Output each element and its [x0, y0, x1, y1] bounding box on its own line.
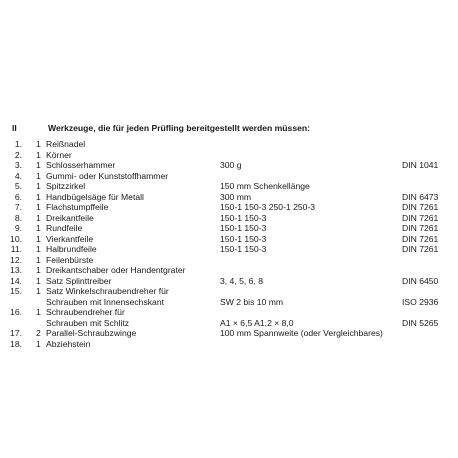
- item-spec: 100 mm Spannweite (oder Vergleichbares): [220, 328, 383, 338]
- item-spec: A1 × 6,5 A1,2 × 8,0: [220, 317, 294, 328]
- item-name: Reißnadel: [46, 139, 86, 149]
- item-quantity: 1: [36, 223, 41, 233]
- item-standard: DIN 6450: [402, 275, 439, 286]
- list-item: [0, 203, 458, 214]
- item-quantity: 1: [36, 307, 41, 317]
- item-standard: DIN 6473: [402, 191, 439, 202]
- item-quantity: 1: [36, 338, 41, 349]
- list-item: [0, 340, 458, 351]
- item-quantity: 1: [36, 233, 41, 244]
- item-number: 5.: [14, 181, 22, 191]
- item-name: Satz Winkelschraubendreher für: [46, 286, 169, 296]
- item-quantity: 1: [36, 181, 41, 191]
- item-spec: 150-1 150-3: [220, 212, 267, 223]
- item-number: 8.: [14, 212, 22, 223]
- item-quantity: 1: [36, 244, 41, 254]
- item-spec: 150 mm Schenkellänge: [220, 181, 310, 191]
- item-name: Dreikantfeile: [46, 212, 94, 223]
- item-name: Handbügelsäge für Metall: [46, 191, 144, 202]
- item-name: Schrauben mit Innensechskant: [46, 296, 164, 307]
- item-number: 2.: [14, 149, 22, 160]
- item-name: Körner: [46, 149, 72, 160]
- list-item: [0, 329, 458, 340]
- item-name: Schlosserhammer: [46, 160, 116, 170]
- item-name: Parallel-Schraubzwinge: [46, 328, 137, 338]
- list-item: [0, 308, 458, 319]
- item-number: 1.: [14, 139, 22, 149]
- item-quantity: 1: [36, 191, 41, 202]
- item-name: Vierkantfeile: [46, 233, 94, 244]
- item-number: 16.: [10, 307, 22, 317]
- item-spec: 300 g: [220, 160, 242, 170]
- item-name: Gummi- oder Kunststoffhammer: [46, 170, 169, 181]
- item-standard: DIN 7261: [402, 212, 439, 223]
- item-number: 18.: [10, 338, 22, 349]
- list-item: [0, 140, 458, 151]
- item-name: Schrauben mit Schlitz: [46, 317, 130, 328]
- item-name: Flachstumpffeile: [46, 202, 109, 212]
- item-quantity: 2: [36, 328, 41, 338]
- item-quantity: 1: [36, 139, 41, 149]
- item-quantity: 1: [36, 149, 41, 160]
- item-name: Rundfeile: [46, 223, 83, 233]
- list-item: [0, 287, 458, 298]
- item-name: Dreikantschaber oder Handentgrater: [46, 265, 186, 275]
- item-name: Abziehstein: [46, 338, 91, 349]
- item-quantity: 1: [36, 275, 41, 286]
- item-spec: 150-1 150-3: [220, 233, 267, 244]
- item-name: Schraubendreher für: [46, 307, 125, 317]
- item-standard: ISO 2936: [402, 296, 439, 307]
- item-number: 12.: [10, 254, 22, 265]
- item-number: 15.: [10, 286, 22, 296]
- list-item: [0, 182, 458, 193]
- item-standard: DIN 5265: [402, 317, 439, 328]
- item-standard: DIN 7261: [402, 244, 439, 254]
- list-item: [0, 266, 458, 277]
- list-item: [0, 245, 458, 256]
- item-quantity: 1: [36, 254, 41, 265]
- item-number: 9.: [14, 223, 22, 233]
- item-name: Spitzzirkel: [46, 181, 86, 191]
- list-item: [0, 161, 458, 172]
- item-number: 10.: [10, 233, 22, 244]
- item-spec: 300 mm: [220, 191, 252, 202]
- item-quantity: 1: [36, 160, 41, 170]
- item-number: 13.: [10, 265, 22, 275]
- item-spec: 3, 4, 5, 6, 8: [220, 275, 263, 286]
- item-spec: 150-1 150-3: [220, 223, 267, 233]
- item-name: Feilenbürste: [46, 254, 94, 265]
- section-title: Werkzeuge, die für jeden Prüfling bereitgestellt werden müssen:: [48, 123, 311, 133]
- item-spec: SW 2 bis 10 mm: [220, 296, 284, 307]
- item-spec: 150-1 150-3: [220, 244, 267, 254]
- item-number: 17.: [10, 328, 22, 338]
- item-number: 4.: [14, 170, 22, 181]
- item-standard: DIN 7261: [402, 223, 439, 233]
- item-quantity: 1: [36, 212, 41, 223]
- item-number: 7.: [14, 202, 22, 212]
- item-name: Satz Splinttreiber: [46, 275, 112, 286]
- item-standard: DIN 1041: [402, 160, 439, 170]
- tool-list: [0, 140, 458, 350]
- item-number: 6.: [14, 191, 22, 202]
- item-quantity: 1: [36, 170, 41, 181]
- section-heading: [0, 124, 458, 134]
- item-quantity: 1: [36, 286, 41, 296]
- item-number: 3.: [14, 160, 22, 170]
- section-number: II: [12, 123, 17, 133]
- item-name: Halbrundfeile: [46, 244, 97, 254]
- item-quantity: 1: [36, 265, 41, 275]
- item-quantity: 1: [36, 202, 41, 212]
- item-standard: DIN 7261: [402, 202, 439, 212]
- item-number: 11.: [10, 244, 22, 254]
- item-spec: 150-1 150-3 250-1 250-3: [220, 202, 316, 212]
- item-standard: DIN 7261: [402, 233, 439, 244]
- item-number: 14.: [10, 275, 22, 286]
- list-item: [0, 224, 458, 235]
